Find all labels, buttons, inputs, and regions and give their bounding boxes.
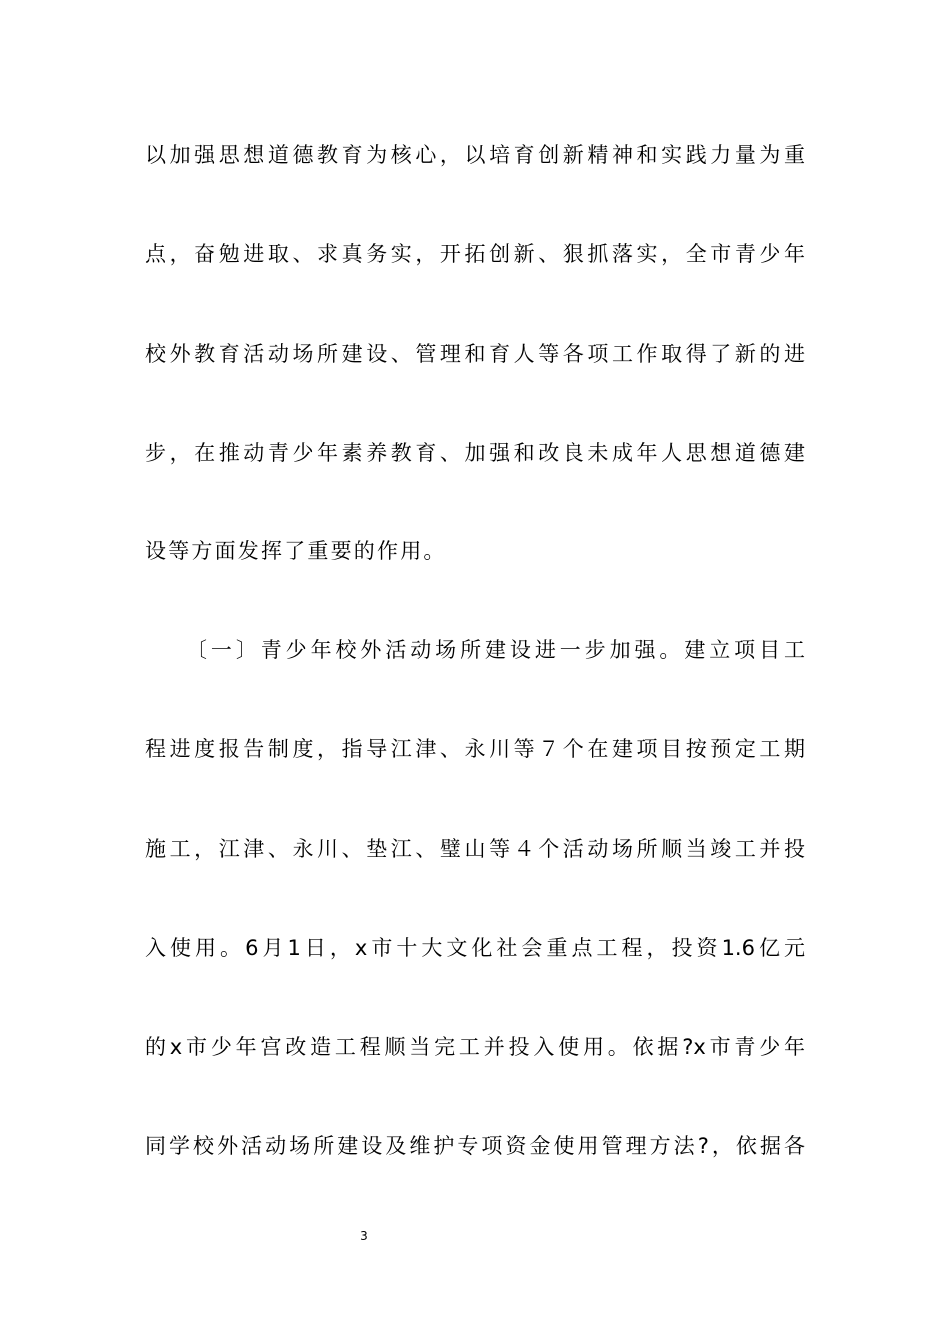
text-line: 入使用。6月1日，x市十大文化社会重点工程，投资1.6亿元 bbox=[145, 936, 805, 960]
page-number: 3 bbox=[360, 1229, 368, 1243]
text-line: 步，在推动青少年素养教育、加强和改良未成年人思想道德建 bbox=[145, 441, 805, 465]
text-line: 设等方面发挥了重要的作用。 bbox=[145, 539, 447, 563]
text-line: 同学校外活动场所建设及维护专项资金使用管理方法?，依据各 bbox=[145, 1134, 805, 1158]
text-line: 的x市少年宫改造工程顺当完工并投入使用。依据?x市青少年 bbox=[145, 1035, 805, 1059]
text-line: 点，奋勉进取、求真务实，开拓创新、狠抓落实，全市青少年 bbox=[145, 242, 805, 266]
text-line: 施工，江津、永川、垫江、璧山等４个活动场所顺当竣工并投 bbox=[145, 837, 805, 861]
text-line: 程进度报告制度，指导江津、永川等７个在建项目按预定工期 bbox=[145, 737, 805, 761]
paragraph-heading-line: 〔一〕青少年校外活动场所建设进一步加强。建立项目工 bbox=[186, 638, 805, 662]
text-line: 以加强思想道德教育为核心，以培育创新精神和实践力量为重 bbox=[145, 143, 805, 167]
text-line: 校外教育活动场所建设、管理和育人等各项工作取得了新的进 bbox=[145, 342, 805, 366]
